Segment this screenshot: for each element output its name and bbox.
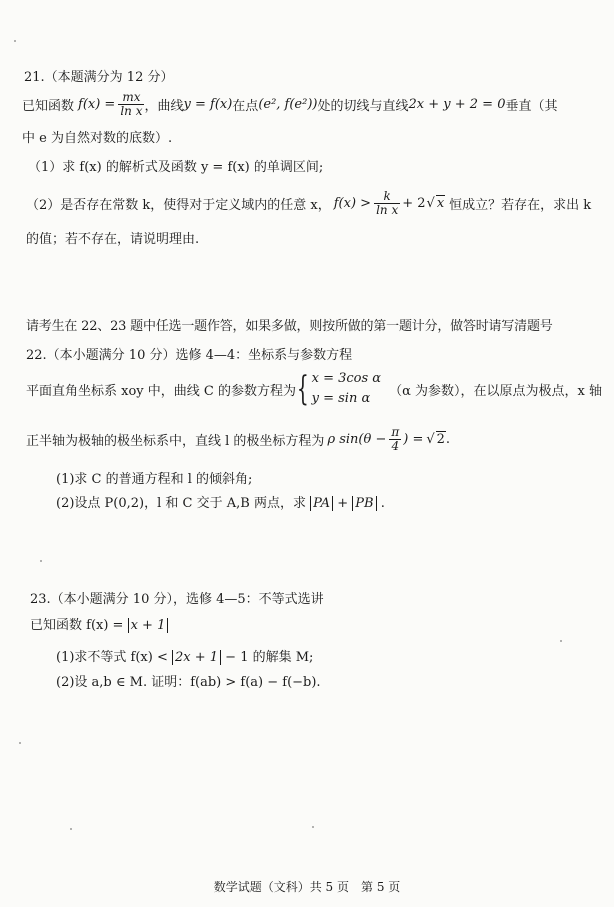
q22-cases bbox=[312, 369, 381, 409]
q21-intro-cont: 中 e 为自然对数的底数）. bbox=[22, 131, 173, 146]
q23-part1-abs: 2x + 1 bbox=[172, 650, 221, 665]
q22-brace: { bbox=[296, 369, 309, 409]
page-footer: 数学试题（文科）共 5 页 第 5 页 bbox=[213, 880, 401, 894]
q23-part1 bbox=[56, 646, 313, 665]
q22-intro-b: （α 为参数），在以原点为极点，x 轴 bbox=[389, 383, 602, 399]
q22-abs-pa: PA bbox=[310, 496, 333, 511]
q21-ineq-b: + 2 bbox=[402, 195, 426, 211]
q22-polar: 正半轴为极轴的极坐标系中，直线 l 的极坐标方程为 ρ sin(θ − $\frac{\pi}{4}$ ) = √ 2 . bbox=[26, 424, 451, 453]
q22-part2-a: (2)设点 P(0,2)，l 和 C 交于 A,B 两点，求 bbox=[56, 496, 306, 511]
scan-speck bbox=[312, 826, 314, 828]
q22-polar-frac-num: π bbox=[391, 424, 400, 439]
q21-intro bbox=[22, 86, 558, 122]
q23-part1-a: (1)求不等式 f(x) < bbox=[56, 650, 168, 665]
q21-f-lhs: f(x) = bbox=[78, 96, 116, 112]
q21-line-eq: 2x + y + 2 = 0 bbox=[408, 96, 506, 112]
q21-part2-a: （2）是否存在常数 k，使得对于定义域内的任意 x， bbox=[26, 197, 331, 213]
q22-part1: (1)求 C 的普通方程和 l 的倾斜角; bbox=[56, 472, 253, 487]
q22-polar-eq-a: ρ sin(θ − bbox=[327, 431, 387, 447]
q21-part2: （2）是否存在常数 k，使得对于定义域内的任意 x， f(x) > $\frac{k}{\text{ln x}}$ + 2 √ x 恒成立？若存在，求出 k bbox=[26, 188, 592, 217]
q21-ineq-a: f(x) > bbox=[333, 195, 372, 211]
q23-part1-b: − 1 的解集 M; bbox=[225, 650, 314, 665]
q22-polar-a: 正半轴为极轴的极坐标系中，直线 l 的极坐标方程为 bbox=[26, 433, 325, 449]
q23-intro bbox=[30, 614, 168, 633]
q22-polar-fraction bbox=[389, 426, 401, 453]
scan-speck bbox=[40, 560, 42, 562]
q21-intro-a: 已知函数 bbox=[22, 98, 75, 114]
selection-note: 请考生在 22、23 题中任选一题作答，如果多做，则按所做的第一题计分，做答时请写清题号 bbox=[26, 319, 553, 334]
q22-polar-sqrt: 2 bbox=[436, 432, 445, 447]
q21-sqrt-x: x bbox=[436, 196, 445, 211]
q22-header: 22.（本小题满分 10 分）选修 4—4：坐标系与参数方程 bbox=[26, 348, 353, 363]
q21-part2-frac-num: k bbox=[374, 190, 400, 204]
q21-curve-eq: y = f(x) bbox=[183, 96, 233, 112]
scan-speck bbox=[70, 828, 72, 830]
q22-case-x: x = 3cos α bbox=[311, 371, 382, 386]
q22-polar-frac-den: 4 bbox=[391, 438, 400, 453]
q21-intro-c: 在点 bbox=[232, 98, 259, 114]
q22-abs-pb: PB bbox=[352, 496, 376, 511]
q23-intro-a: 已知函数 f(x) = bbox=[30, 618, 124, 633]
q22-case-y: y = sin α bbox=[311, 391, 371, 406]
scan-speck bbox=[19, 742, 21, 744]
q23-part2: (2)设 a,b ∈ M. 证明：f(ab) > f(a) − f(−b). bbox=[56, 675, 321, 690]
q21-intro-d: 处的切线与直线 bbox=[317, 98, 409, 114]
q21-intro-b: ，曲线 bbox=[144, 98, 184, 114]
q21-part2-fraction bbox=[374, 190, 400, 217]
q21-part2-cont: 的值；若不存在，请说明理由. bbox=[26, 232, 200, 247]
q21-part1: （1）求 f(x) 的解析式及函数 y = f(x) 的单调区间; bbox=[28, 160, 324, 175]
q22-intro bbox=[26, 366, 602, 412]
q21-point: (e², f(e²)) bbox=[258, 96, 318, 112]
q21-header: 21.（本题满分为 12 分） bbox=[24, 70, 174, 85]
q21-part2-b: 恒成立？若存在，求出 k bbox=[449, 197, 592, 213]
scan-speck bbox=[14, 40, 16, 42]
q22-polar-eq-b: ) = bbox=[403, 431, 424, 447]
q22-part2 bbox=[56, 492, 385, 511]
q21-frac-den: ln x bbox=[120, 103, 143, 118]
q22-part2-end: . bbox=[380, 496, 385, 511]
q21-intro-e: 垂直（其 bbox=[505, 98, 558, 114]
q22-polar-end: . bbox=[445, 431, 451, 447]
q21-part2-frac-den: ln x bbox=[376, 202, 399, 217]
q23-header: 23.（本小题满分 10 分），选修 4—5：不等式选讲 bbox=[30, 592, 324, 607]
q21-fraction bbox=[118, 91, 144, 118]
q22-intro-a: 平面直角坐标系 xoy 中，曲线 C 的参数方程为 bbox=[26, 383, 296, 399]
scan-speck bbox=[560, 640, 562, 642]
q23-abs: x + 1 bbox=[128, 618, 169, 633]
q21-frac-num: mx bbox=[118, 91, 144, 105]
q22-plus: + bbox=[337, 496, 349, 511]
